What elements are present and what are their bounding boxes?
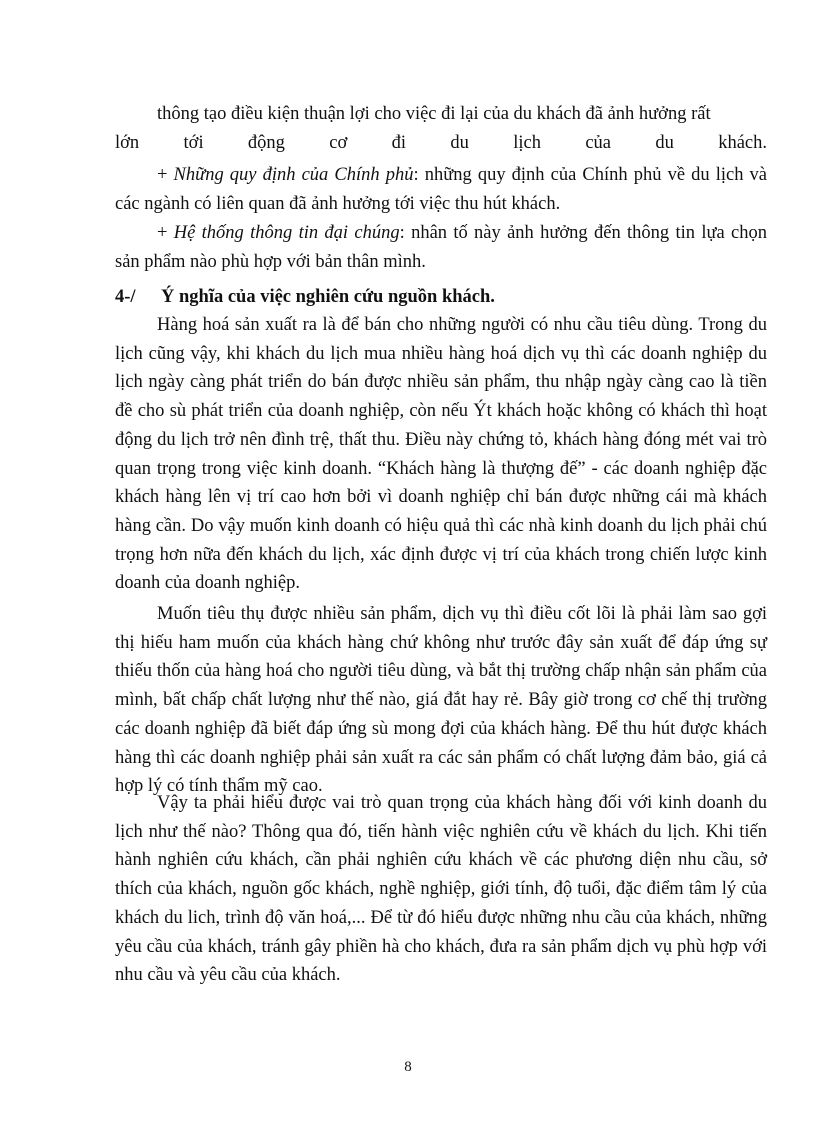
body-paragraph-2: Muốn tiêu thụ được nhiều sản phẩm, dịch vụ thì điều cốt lõi là phải làm sao gợi thị hiếu ham muốn của khách hàng chứ không như trước đây sản xuất để đáp ứng sự thiếu thốn của hàng hoá cho người tiêu dùng, và bắt thị trường chấp nhận sản phẩm của mình, bất chấp chất lượng như thế nào, giá đắt hay rẻ. Bây giờ trong cơ chế thị trường các doanh nghiệp đã biết đáp ứng sù mong đợi của khách hàng. Để thu hút được khách hàng thì các doanh nghiệp phải sản xuất ra các sản phẩm có chất lượng đảm bảo, giá cả hợp lý có tính thẩm mỹ cao. <box>115 604 767 797</box>
continuation-paragraph <box>115 100 767 157</box>
item-text: : những quy định của Chính phủ về du lịch và các ngành có liên quan đã ảnh hưởng tới việc thu hút khách. <box>115 165 767 214</box>
item-text: : nhân tố này ảnh hưởng đến thông tin lựa chọn sản phẩm nào phù hợp với bản thân mình. <box>115 223 768 272</box>
body-paragraph-3: Vậy ta phải hiểu được vai trò quan trọng của khách hàng đối với kinh doanh du lịch như thế nào? Thông qua đó, tiến hành việc nghiên cứu về khách du lịch. Khi tiến hành nghiên cứu khách, cần phải nghiên cứu khách về các phương diện nhu cầu, sở thích của khách, nguồn gốc khách, nghề nghiệp, giới tính, độ tuổi, đặc điểm tâm lý của khách du lich, trình độ văn hoá,... Để từ đó hiểu được những nhu cầu của khách, những yêu cầu của khách, tránh gây phiền hà cho khách, đưa ra sản phẩm dịch vụ phù hợp với nhu cầu và yêu cầu của khách. <box>115 793 767 986</box>
item-label: Những quy định của Chính phủ <box>173 165 414 185</box>
mass-media-item <box>115 219 767 276</box>
body-paragraph-1: Hàng hoá sản xuất ra là để bán cho những người có nhu cầu tiêu dùng. Trong du lịch cũng vậy, khi khách du lịch mua nhiều hàng hoá dịch vụ thì các doanh nghiệp du lịch ngày càng phát triển do bán được nhiều sản phẩm, thu nhập ngày càng cao là tiền đề cho sù phát triển của doanh nghiệp, còn nếu Ýt khách hoặc không có khách thì hoạt động du lịch trở nên đình trệ, thất thu. Điều này chứng tỏ, khách hàng đóng mét vai trò quan trọng trong việc kinh doanh. “Khách hàng là thượng đế” - các doanh nghiệp đặc khách hàng lên vị trí cao hơn bởi vì doanh nghiệp chỉ bán được những cái mà khách hàng cần. Do vậy muốn kinh doanh có hiệu quả thì các nhà kinh doanh du lịch phải chú trọng hơn nữa đến khách du lịch, xác định được vị trí của khách trong chiến lược kinh doanh của doanh nghiệp. <box>115 315 767 594</box>
item-label: Hệ thống thông tin đại chúng <box>173 223 400 243</box>
page-number: 8 <box>404 1059 412 1075</box>
item-marker: + <box>157 165 174 185</box>
continuation-line-1: thông tạo điều kiện thuận lợi cho việc đi lại của du khách đã ảnh hưởng rất <box>157 104 711 124</box>
continuation-line-2: lớn tới động cơ đi du lịch của du khách. <box>115 132 767 153</box>
section-title: Ý nghĩa của việc nghiên cứu nguồn khách. <box>161 287 495 307</box>
item-marker: + <box>157 223 174 243</box>
government-regulations-item <box>115 161 767 218</box>
section-heading <box>115 283 767 312</box>
section-number: 4-/ <box>115 287 136 307</box>
